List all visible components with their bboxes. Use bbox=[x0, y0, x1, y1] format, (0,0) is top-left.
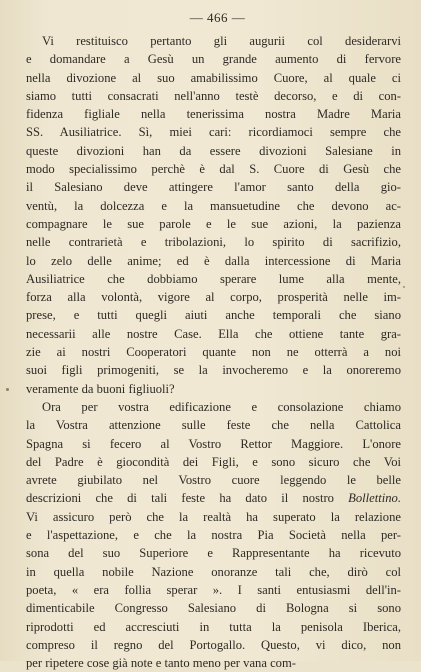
text-line: queste divozioni han da essere divozioni Salesiane in bbox=[26, 143, 401, 158]
text-line: Spagna si fecero al Vostro Rettor Maggiore. L'onore bbox=[26, 436, 401, 451]
text-line: Ausiliatrice che dobbiamo sperare lume alla mente, bbox=[26, 271, 401, 286]
text-line: nelle contrarietà e tribolazioni, lo spirito di sacrifizio, bbox=[26, 235, 401, 250]
paragraph-1 bbox=[26, 32, 401, 398]
text-line: poeta, « era follia sperar ». I santi entusiasmi dell'in- bbox=[26, 582, 401, 597]
text-line: dimenticabile Congresso Salesiano di Bologna si sono bbox=[26, 601, 401, 616]
text-line: in quella nobile Nazione onoranze tali che, dirò col bbox=[26, 564, 401, 579]
text-line: il Salesiano deve attingere l'amor santo della gio- bbox=[26, 180, 401, 195]
text-line: sona del suo Superiore e Rappresentante ha ricevuto bbox=[26, 546, 401, 561]
text-line: modo specialissimo perchè è dal S. Cuore di Gesù che bbox=[26, 162, 401, 177]
text-line: nella divozione al suo amabilissimo Cuore, al quale ci bbox=[26, 70, 401, 85]
text-line: prese, e tutti quegli aiuti anche temporali che siano bbox=[26, 308, 401, 323]
text-line: zie ai nostri Cooperatori quante non ne otterrà a noi bbox=[26, 345, 401, 360]
text-line: siamo tutti consacrati nell'anno testè decorso, e di con- bbox=[26, 88, 401, 103]
ink-speck bbox=[6, 388, 9, 391]
text-line: la Vostra attenzione sulle feste che nella Cattolica bbox=[26, 418, 401, 433]
text-line: SS. Ausiliatrice. Sì, miei cari: ricordiamoci sempre che bbox=[26, 125, 401, 140]
text-line: avrete giubilato nel Vostro cuore leggendo le belle bbox=[26, 473, 401, 488]
ink-speck bbox=[403, 286, 405, 288]
paragraph-2 bbox=[26, 398, 401, 672]
text-line: forza alla volontà, vigore al corpo, prosperità nelle im- bbox=[26, 290, 401, 305]
text-line: Vi assicuro però che la realtà ha superato la relazione bbox=[26, 509, 401, 524]
text-line: suoi figli primogeniti, se la invocheremo e la onoreremo bbox=[26, 363, 401, 378]
text-line: per ripetere cose già note e tanto meno per vana com- bbox=[26, 656, 296, 671]
text-line: del Padre è giocondità dei Figli, e sono sicuro che Voi bbox=[26, 454, 401, 469]
text-line: riprodotti ed accresciuti in tutta la penisola Iberica, bbox=[26, 619, 401, 634]
text-line: e domandare a Gesù un grande aumento di fervore bbox=[26, 52, 401, 67]
text-line: Vi restituisco pertanto gli augurii col desiderarvi bbox=[42, 34, 401, 48]
text-line: compreso il regno del Portogallo. Questo, vi dico, non bbox=[26, 637, 401, 652]
text-line: lo zelo delle anime; ed è dalla intercessione di Maria bbox=[26, 253, 401, 268]
body-text bbox=[26, 32, 401, 672]
page-number: — 466 — bbox=[189, 10, 246, 25]
text-line: Ora per vostra edificazione e consolazione chiamo bbox=[42, 399, 401, 414]
text-line: descrizioni che di tali feste ha dato il nostro Bollettino. bbox=[26, 491, 401, 506]
text-line: necessarii alle nostre Case. Ella che ottiene tante gra- bbox=[26, 326, 401, 341]
text-line: veramente da buoni figliuoli? bbox=[26, 381, 175, 396]
text-line: compagnare le sue parole e le sue azioni, la pazienza bbox=[26, 216, 401, 231]
text-line: e l'aspettazione, e che la nostra Pia Società nella per- bbox=[26, 528, 401, 543]
text-line: ventù, la dolcezza e la mansuetudine che devono ac- bbox=[26, 198, 401, 213]
text-line: fidenza figliale nella tenerissima nostra Madre Maria bbox=[26, 107, 401, 122]
